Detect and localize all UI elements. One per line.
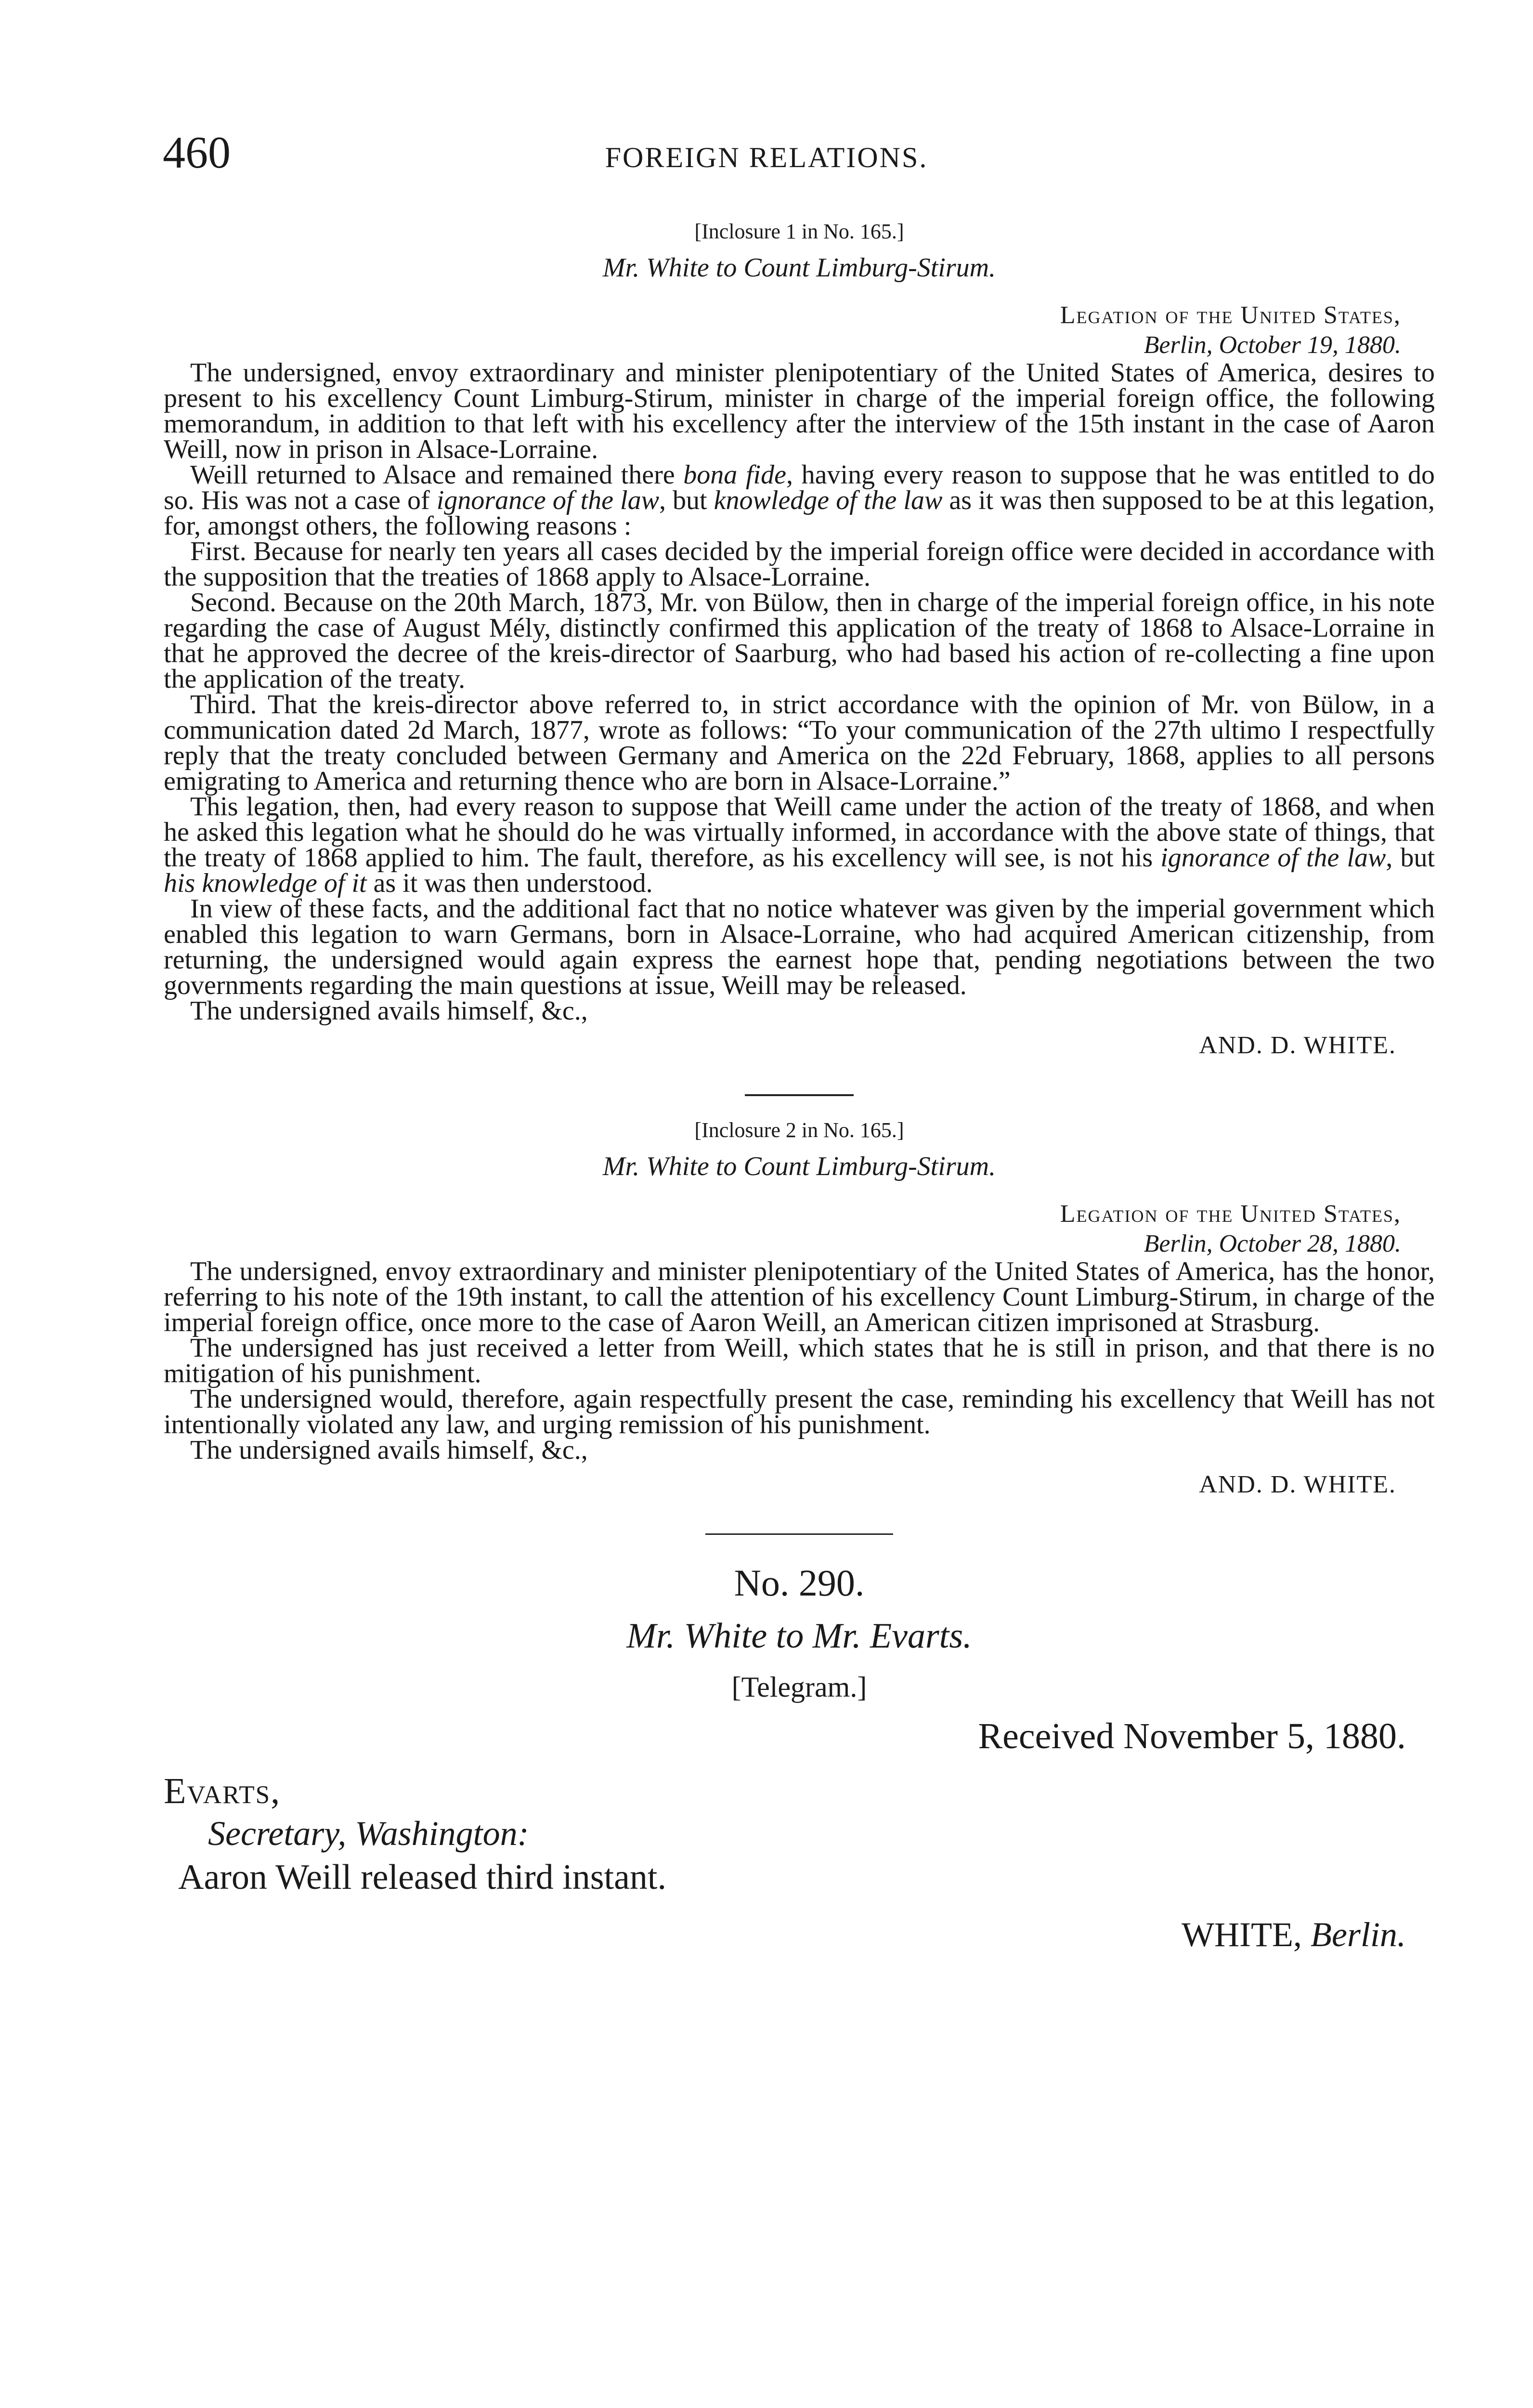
paragraph-text: as it was then supposed to be at this legation, for, amongst others, the following reasons :	[164, 485, 1435, 541]
paragraph-text: , but	[1386, 843, 1435, 873]
document-number: No. 290.	[734, 1562, 865, 1604]
paragraph: The undersigned would, therefore, again respectfully present the case, reminding his excellency that Weill has not intentionally violated any law, and urging remission of his punishment.	[164, 1384, 1435, 1440]
paragraph-text: as it was then understood.	[366, 868, 653, 898]
addressee-name: Evarts,	[164, 1771, 281, 1811]
section-divider	[705, 1533, 893, 1535]
paragraph: The undersigned avails himself, &c.,	[190, 1435, 588, 1465]
paragraph-italic: bona fide	[683, 460, 786, 490]
signature-place: Berlin.	[1311, 1915, 1406, 1954]
paragraph-italic: ignorance of the law	[1160, 843, 1386, 873]
paragraph: The undersigned avails himself, &c.,	[190, 996, 588, 1026]
telegram-text: Aaron Weill released third instant.	[178, 1858, 666, 1897]
dateline-place	[164, 1199, 1435, 1229]
paragraph-text: , but	[659, 485, 714, 515]
page-number: 460	[163, 128, 231, 178]
paragraph: The undersigned, envoy extraordinary and minister plenipotentiary of the United States of America, has the honor, referring to his note of the 19th instant, to call the attention of his excellency Count Limburg-Stirum, in charge of the imperial foreign office, once more to the case of Aaron Weill, an American citizen imprisoned at Strasburg.	[164, 1256, 1435, 1337]
paragraph-italic: ignorance of the law	[436, 485, 659, 515]
telegram-label: [Telegram.]	[731, 1671, 867, 1703]
addressee	[164, 1770, 1435, 1812]
section-divider	[745, 1094, 854, 1096]
document-body	[164, 217, 1435, 1959]
paragraph: Second. Because on the 20th March, 1873, Mr. von Bülow, then in charge of the imperial foreign office, in his note regarding the case of August Mély, distinctly confirmed this application of the treaty of 1868 to Alsace-Lorraine in that he approved the decree of the kreis-director of Saarburg, who had based his action of re-collecting a fine upon the application of the treaty.	[164, 588, 1435, 694]
signature-name: WHITE,	[1182, 1915, 1311, 1954]
inclosure-2	[164, 1115, 1435, 1500]
signature: AND. D. WHITE.	[1199, 1032, 1396, 1059]
paragraph: Third. That the kreis-director above referred to, in strict accordance with the opinion of Mr. von Bülow, in a communication dated 2d March, 1877, wrote as follows: “To your communication of the 27th ultimo I respectfully reply that the treaty concluded between Germany and America on the 22d February, 1868, applies to all persons emigrating to America and returning thence who are born in Alsace-Lorraine.”	[164, 690, 1435, 796]
dateline-date: Berlin, October 19, 1880.	[1143, 331, 1401, 359]
dateline-place-text: Legation of the United States,	[1060, 301, 1401, 329]
paragraph-text: Weill returned to Alsace and remained there	[190, 460, 684, 490]
signature: AND. D. WHITE.	[1199, 1471, 1396, 1498]
paragraph-italic: his knowledge of it	[164, 868, 367, 898]
inclosure-1	[164, 217, 1435, 1060]
inclosure-label: [Inclosure 2 in No. 165.]	[694, 1118, 904, 1142]
page-header	[0, 126, 1533, 184]
addressee-title: Secretary, Washington:	[208, 1814, 529, 1853]
running-title: FOREIGN RELATIONS.	[605, 142, 928, 173]
paragraph	[164, 462, 1435, 539]
document-no-290	[164, 1559, 1435, 1959]
document-heading: Mr. White to Mr. Evarts.	[626, 1616, 972, 1656]
paragraph: In view of these facts, and the additional fact that no notice whatever was given by the imperial government which enabled this legation to warn Germans, born in Alsace-Lorraine, who had acquired American citizenship, from returning, the undersigned would again express the earnest hope that, pending negotiations between the two governments regarding the main questions at issue, Weill may be released.	[164, 894, 1435, 1000]
dateline-date: Berlin, October 28, 1880.	[1143, 1230, 1401, 1257]
inclosure-label: [Inclosure 1 in No. 165.]	[694, 220, 904, 243]
dateline-place-text: Legation of the United States,	[1060, 1200, 1401, 1228]
paragraph	[164, 794, 1435, 896]
letter-heading: Mr. White to Count Limburg-Stirum.	[602, 1152, 996, 1181]
telegram-signature	[164, 1911, 1435, 1959]
received-date: Received November 5, 1880.	[978, 1716, 1406, 1756]
paragraph: The undersigned, envoy extraordinary and minister plenipotentiary of the United States of America, desires to present to his excellency Count Limburg-Stirum, minister in charge of the imperial foreign office, the following memorandum, in addition to that left with his excellency after the interview of the 15th instant in the case of Aaron Weill, now in prison in Alsace-Lorraine.	[164, 358, 1435, 464]
paragraph-text: , having every reason to suppose that he was entitled to do so. His was not a case of	[164, 460, 1435, 515]
letter-heading: Mr. White to Count Limburg-Stirum.	[602, 253, 996, 283]
paragraph: The undersigned has just received a letter from Weill, which states that he is still in prison, and that there is no mitigation of his punishment.	[164, 1333, 1435, 1388]
paragraph: First. Because for nearly ten years all cases decided by the imperial foreign office were decided in accordance with the supposition that the treaties of 1868 apply to Alsace-Lorraine.	[164, 537, 1435, 592]
paragraph-text: This legation, then, had every reason to suppose that Weill came under the action of the treaty of 1868, and when he asked this legation what he should do he was virtually informed, in accordance with the above state of things, that the treaty of 1868 applied to him. The fault, therefore, as his excellency will see, is not his	[164, 792, 1435, 873]
paragraph-italic: knowledge of the law	[714, 485, 943, 515]
dateline-place	[164, 301, 1435, 330]
